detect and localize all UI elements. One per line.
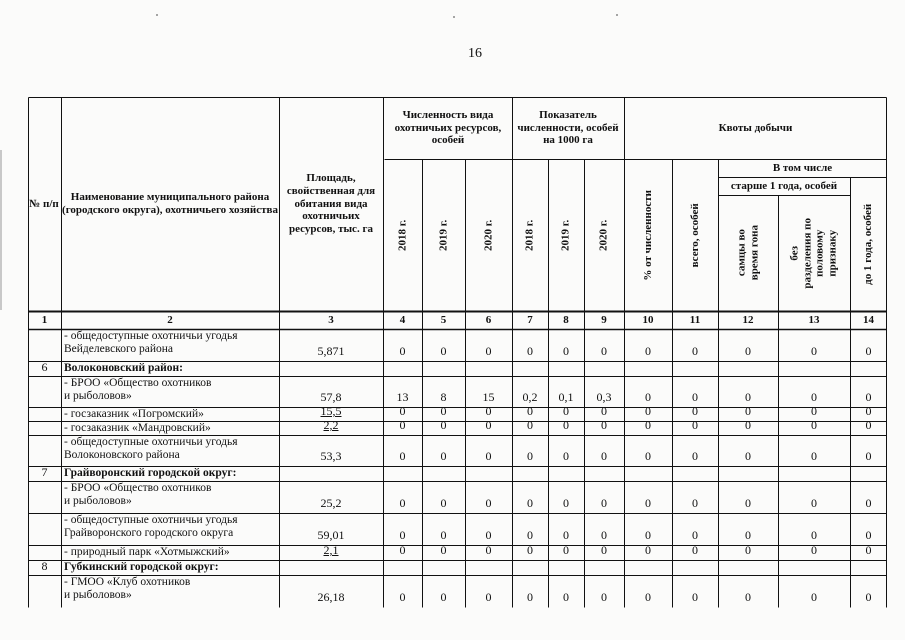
row-number — [28, 421, 61, 435]
column-number: 9 — [601, 313, 607, 326]
header-nosex: без разделения по половому признаку — [788, 217, 839, 289]
holding-name: - ГМОО «Клуб охотников и рыболовов» — [64, 576, 191, 602]
row-number — [28, 435, 61, 449]
table-cell: 26,18 — [317, 590, 345, 604]
holding-name: - БРОО «Общество охотников и рыболовов» — [64, 377, 212, 403]
district-name: Грайворонский городской округ: — [64, 467, 237, 479]
scan-edge-mark — [0, 150, 2, 310]
table-cell: 0 — [811, 590, 817, 604]
table-cell: 0 — [601, 590, 607, 604]
table-cell: 57,8 — [320, 390, 342, 404]
table-cell: 0 — [601, 404, 607, 418]
table-cell: 0 — [485, 418, 492, 432]
column-number: 11 — [689, 313, 701, 326]
table-cell: 0 — [865, 449, 872, 463]
table-cell: 0 — [527, 418, 533, 432]
table-cell: 5,871 — [317, 344, 345, 358]
header-incl: В том числе — [772, 161, 833, 174]
table-cell: 0 — [440, 418, 447, 432]
header-no: № п/п — [29, 197, 59, 210]
header-pop-2018: 2018 г. — [396, 219, 409, 251]
table-cell: 0,1 — [558, 390, 574, 404]
column-number: 1 — [41, 313, 48, 326]
table-cell: 0 — [485, 590, 492, 604]
table-cell: 0 — [745, 496, 751, 510]
table-cell: 0 — [645, 390, 651, 404]
header-older: старше 1 года, особей — [730, 179, 838, 192]
table-cell: 0 — [601, 418, 607, 432]
table-cell: 0 — [601, 496, 607, 510]
table-cell: 0 — [563, 528, 569, 542]
table-cell: 0 — [645, 418, 651, 432]
table-cell: 2,1 — [323, 543, 339, 557]
column-number: 2 — [167, 313, 173, 326]
table-cell: 0 — [527, 543, 533, 557]
table-cell: 0 — [485, 404, 492, 418]
table-cell: 0 — [865, 528, 872, 542]
table-cell: 0 — [865, 496, 872, 510]
table-cell: 0 — [485, 344, 492, 358]
header-population: Численность вида охотничьих ресурсов, особей — [394, 109, 502, 147]
table-cell: 0 — [645, 528, 651, 542]
table-cell: 0 — [563, 449, 569, 463]
holding-name: - природный парк «Хотмыжский» — [64, 546, 230, 558]
table-cell: 0 — [745, 590, 751, 604]
table-cell: 0 — [745, 344, 751, 358]
table-cell: 0 — [865, 390, 872, 404]
header-quotas: Квоты добычи — [718, 121, 793, 134]
header-name: Наименование муниципального района (городского округа), охотничьего хозяйства — [62, 191, 278, 216]
table-cell: 0 — [645, 449, 651, 463]
row-number — [28, 376, 61, 390]
district-name: Волоконовский район: — [64, 362, 183, 374]
row-number: 7 — [41, 465, 48, 480]
table-cell: 0 — [399, 404, 406, 418]
table-cell: 0 — [563, 543, 569, 557]
table-cell: 0 — [692, 543, 698, 557]
table-cell: 0 — [865, 344, 872, 358]
row-number: 8 — [41, 559, 48, 574]
header-den-2020: 2020 г. — [597, 219, 610, 251]
table-cell: 0 — [692, 418, 698, 432]
header-pop-2019: 2019 г. — [437, 219, 450, 251]
table-cell: 0 — [811, 344, 817, 358]
table-cell: 0 — [692, 390, 698, 404]
header-young: до 1 года, особей — [862, 203, 875, 285]
row-number — [28, 513, 61, 527]
holding-name: - общедоступные охотничьи угодья Вейделевского района — [64, 330, 238, 356]
table-cell: 0 — [811, 390, 817, 404]
table-cell: 0 — [601, 543, 607, 557]
scan-speck — [616, 14, 618, 16]
table-cell: 0 — [692, 344, 698, 358]
data-table — [28, 97, 887, 608]
table-cell: 2,2 — [323, 418, 339, 432]
table-cell: 0 — [440, 543, 447, 557]
table-cell: 0 — [527, 449, 533, 463]
table-cell: 0 — [563, 344, 569, 358]
table-cell: 0 — [527, 344, 533, 358]
table-cell: 0 — [811, 528, 817, 542]
row-number — [28, 329, 61, 343]
row-number — [28, 575, 61, 589]
table-cell: 0 — [811, 449, 817, 463]
table-cell: 0 — [485, 543, 492, 557]
table-cell: 0 — [745, 528, 751, 542]
holding-name: - общедоступные охотничьи угодья Грайворонского городского округа — [64, 514, 238, 540]
table-cell: 25,2 — [320, 496, 342, 510]
column-number: 13 — [808, 313, 820, 326]
header-den-2018: 2018 г. — [523, 219, 536, 251]
table-cell: 0,2 — [522, 390, 538, 404]
scan-speck — [156, 14, 158, 16]
header-area: Площадь, свойственная для обитания вида охотничьих ресурсов, тыс. га — [286, 172, 376, 235]
table-cell: 0 — [745, 390, 751, 404]
page-number: 16 — [468, 46, 482, 61]
table-cell: 0 — [440, 528, 447, 542]
table-cell: 0 — [811, 496, 817, 510]
column-number: 12 — [742, 313, 754, 326]
table-cell: 0 — [692, 590, 698, 604]
table-cell: 0 — [399, 449, 406, 463]
table-cell: 0 — [399, 418, 406, 432]
table-cell: 0 — [563, 496, 569, 510]
table-cell: 0 — [692, 496, 698, 510]
table-cell: 0 — [527, 590, 533, 604]
table-cell: 0 — [745, 449, 751, 463]
table-cell: 0 — [601, 449, 607, 463]
table-cell: 0 — [692, 528, 698, 542]
table-cell: 0 — [440, 496, 447, 510]
table-cell: 0 — [811, 404, 817, 418]
column-number: 4 — [399, 313, 406, 326]
column-number: 10 — [642, 313, 654, 326]
table-cell: 0 — [645, 344, 651, 358]
holding-name: - общедоступные охотничьи угодья Волоконовского района — [64, 436, 238, 462]
table-cell: 0 — [440, 449, 447, 463]
table-cell: 0 — [811, 543, 817, 557]
table-cell: 0 — [865, 404, 872, 418]
table-cell: 0 — [645, 590, 651, 604]
column-number: 6 — [485, 313, 492, 326]
table-cell: 0 — [865, 543, 872, 557]
table-cell: 0 — [692, 404, 698, 418]
header-den-2019: 2019 г. — [559, 219, 572, 251]
table-cell: 13 — [396, 390, 409, 404]
table-cell: 0 — [399, 344, 406, 358]
table-cell: 0 — [745, 404, 751, 418]
header-males: самцы во время гона — [735, 225, 760, 281]
table-cell: 0 — [811, 418, 817, 432]
table-cell: 0 — [399, 590, 406, 604]
row-number — [28, 481, 61, 495]
table-cell: 0,3 — [596, 390, 612, 404]
table-cell: 0 — [645, 543, 651, 557]
column-number: 8 — [563, 313, 569, 326]
table-cell: 8 — [440, 390, 447, 404]
table-cell: 0 — [485, 496, 492, 510]
scan-speck — [453, 16, 455, 18]
column-number: 14 — [863, 313, 874, 326]
table-cell: 0 — [601, 528, 607, 542]
table-cell: 53,3 — [320, 449, 342, 463]
table-cell: 0 — [601, 344, 607, 358]
table-cell: 0 — [745, 543, 751, 557]
header-total: всего, особей — [688, 202, 701, 268]
table-cell: 0 — [485, 449, 492, 463]
table-cell: 0 — [865, 590, 872, 604]
table-cell: 0 — [563, 418, 569, 432]
column-number: 7 — [527, 313, 533, 326]
table-cell: 0 — [440, 344, 447, 358]
column-number: 5 — [440, 313, 447, 326]
table-cell: 0 — [645, 496, 651, 510]
column-number: 3 — [328, 313, 334, 326]
table-cell: 0 — [399, 543, 406, 557]
row-number: 6 — [41, 360, 48, 375]
table-cell: 0 — [692, 449, 698, 463]
holding-name: - госзаказник «Погромский» — [64, 408, 204, 420]
row-number — [28, 545, 61, 559]
header-pop-2020: 2020 г. — [482, 219, 495, 251]
holding-name: - БРОО «Общество охотников и рыболовов» — [64, 482, 212, 508]
table-cell: 0 — [527, 528, 533, 542]
table-cell: 0 — [440, 404, 447, 418]
table-cell: 0 — [485, 528, 492, 542]
table-cell: 0 — [865, 418, 872, 432]
table-cell: 0 — [527, 404, 533, 418]
table-cell: 0 — [645, 404, 651, 418]
table-cell: 0 — [440, 590, 447, 604]
table-cell: 0 — [745, 418, 751, 432]
table-cell: 0 — [563, 404, 569, 418]
district-name: Губкинский городской округ: — [64, 561, 219, 573]
table-cell: 0 — [399, 496, 406, 510]
row-number — [28, 407, 61, 421]
table-cell: 59,01 — [317, 528, 345, 542]
table-cell: 15 — [482, 390, 495, 404]
header-pct: % от численности — [641, 189, 654, 281]
table-cell: 0 — [563, 590, 569, 604]
holding-name: - госзаказник «Мандровский» — [64, 422, 211, 434]
table-cell: 0 — [399, 528, 406, 542]
table-cell: 0 — [527, 496, 533, 510]
table-cell: 15,5 — [320, 404, 342, 418]
header-density: Показатель численности, особей на 1000 га — [517, 109, 619, 147]
